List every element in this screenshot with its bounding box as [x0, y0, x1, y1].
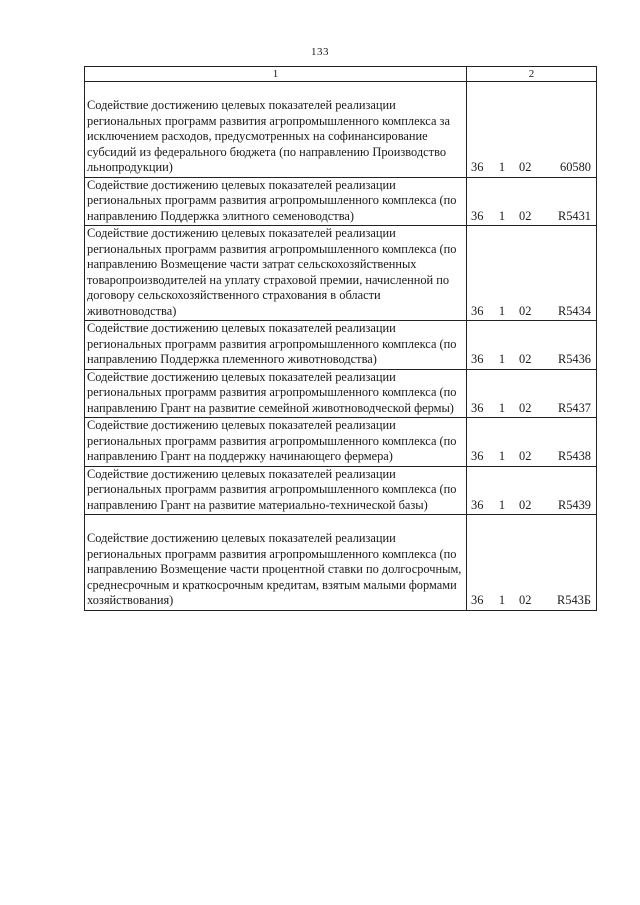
code-part: R5434	[557, 303, 591, 318]
code-part: 1	[498, 208, 506, 223]
code-part: 02	[519, 593, 532, 607]
row-code	[467, 82, 597, 178]
code-part: 02	[519, 303, 532, 318]
code-part: 1	[498, 497, 506, 512]
code-part: 36	[471, 208, 484, 223]
row-description-text: Содействие достижению целевых показателей реализации региональных программ развития агропромышленного комплекса (по направлению Возмещение части затрат сельскохозяйственных товаропроизводителей на уплату страховой премии, начисленной по договору сельскохозяйственного страхования в области животноводства)	[87, 226, 457, 318]
row-code	[467, 418, 597, 467]
code-part: 36	[471, 497, 484, 512]
row-description	[85, 226, 467, 321]
code-part: 02	[519, 208, 532, 223]
code-part: 36	[471, 352, 484, 366]
code-part: 36	[471, 160, 484, 174]
code-part: R5431	[557, 208, 591, 223]
code-part: 36	[471, 593, 484, 607]
header-col-1: 1	[85, 67, 467, 82]
table-row	[85, 321, 597, 370]
code-part: R543Б	[557, 593, 591, 607]
code-part: 02	[519, 160, 532, 174]
code-part: 02	[519, 449, 532, 463]
row-description	[85, 466, 467, 515]
row-code	[467, 369, 597, 418]
row-description	[85, 369, 467, 418]
code-part: 1	[498, 593, 506, 607]
row-description-text: Содействие достижению целевых показателей реализации региональных программ развития агропромышленного комплекса (по направлению Возмещение части процентной ставки по долгосрочным, среднесрочным и краткосрочным кредитам, взятым малыми формами хозяйствования)	[87, 531, 462, 607]
code-part: 1	[498, 160, 506, 174]
code-part: 02	[519, 497, 532, 512]
row-code	[467, 466, 597, 515]
row-code	[467, 515, 597, 611]
code-part: 02	[519, 352, 532, 366]
code-part: R5437	[557, 400, 591, 415]
table-row	[85, 418, 597, 467]
table-row	[85, 515, 597, 611]
code-part: 1	[498, 303, 506, 318]
code-part: 36	[471, 303, 484, 318]
row-description-text: Содействие достижению целевых показателей реализации региональных программ развития агропромышленного комплекса (по направлению Грант на развитие семейной животноводческой фермы)	[87, 369, 457, 415]
table-row	[85, 177, 597, 226]
row-description	[85, 418, 467, 467]
row-code	[467, 177, 597, 226]
code-part: 36	[471, 449, 484, 463]
code-part: R5436	[557, 352, 591, 366]
code-part: 1	[498, 400, 506, 415]
row-description-text: Содействие достижению целевых показателей реализации региональных программ развития агропромышленного комплекса (по направлению Поддержка элитного семеноводства)	[87, 177, 457, 223]
code-part: R5438	[557, 449, 591, 463]
table-header-row	[85, 67, 597, 82]
row-description	[85, 321, 467, 370]
page-number: 133	[311, 46, 329, 58]
code-part: 1	[498, 352, 506, 366]
header-col-2: 2	[467, 67, 597, 82]
row-code	[467, 226, 597, 321]
row-description	[85, 82, 467, 178]
row-description-text: Содействие достижению целевых показателей реализации региональных программ развития агропромышленного комплекса (по направлению Грант на поддержку начинающего фермера)	[87, 418, 457, 463]
code-part: 02	[519, 400, 532, 415]
row-description-text: Содействие достижению целевых показателей реализации региональных программ развития агропромышленного комплекса (по направлению Поддержка племенного животноводства)	[87, 321, 457, 366]
row-description	[85, 177, 467, 226]
budget-classification-table	[84, 66, 597, 611]
table-row	[85, 226, 597, 321]
table-row	[85, 82, 597, 178]
code-part: 36	[471, 400, 484, 415]
table-row	[85, 369, 597, 418]
row-description-text: Содействие достижению целевых показателей реализации региональных программ развития агропромышленного комплекса за исключением расходов, предусмотренных на софинансирование субсидий из федерального бюджета (по направлению Производство льнопродукции)	[87, 98, 450, 174]
code-part: 60580	[560, 160, 591, 174]
row-description	[85, 515, 467, 611]
code-part: 1	[498, 449, 506, 463]
row-code	[467, 321, 597, 370]
code-part: R5439	[557, 497, 591, 512]
table-row	[85, 466, 597, 515]
row-description-text: Содействие достижению целевых показателей реализации региональных программ развития агропромышленного комплекса (по направлению Грант на развитие материально-технической базы)	[87, 466, 457, 512]
